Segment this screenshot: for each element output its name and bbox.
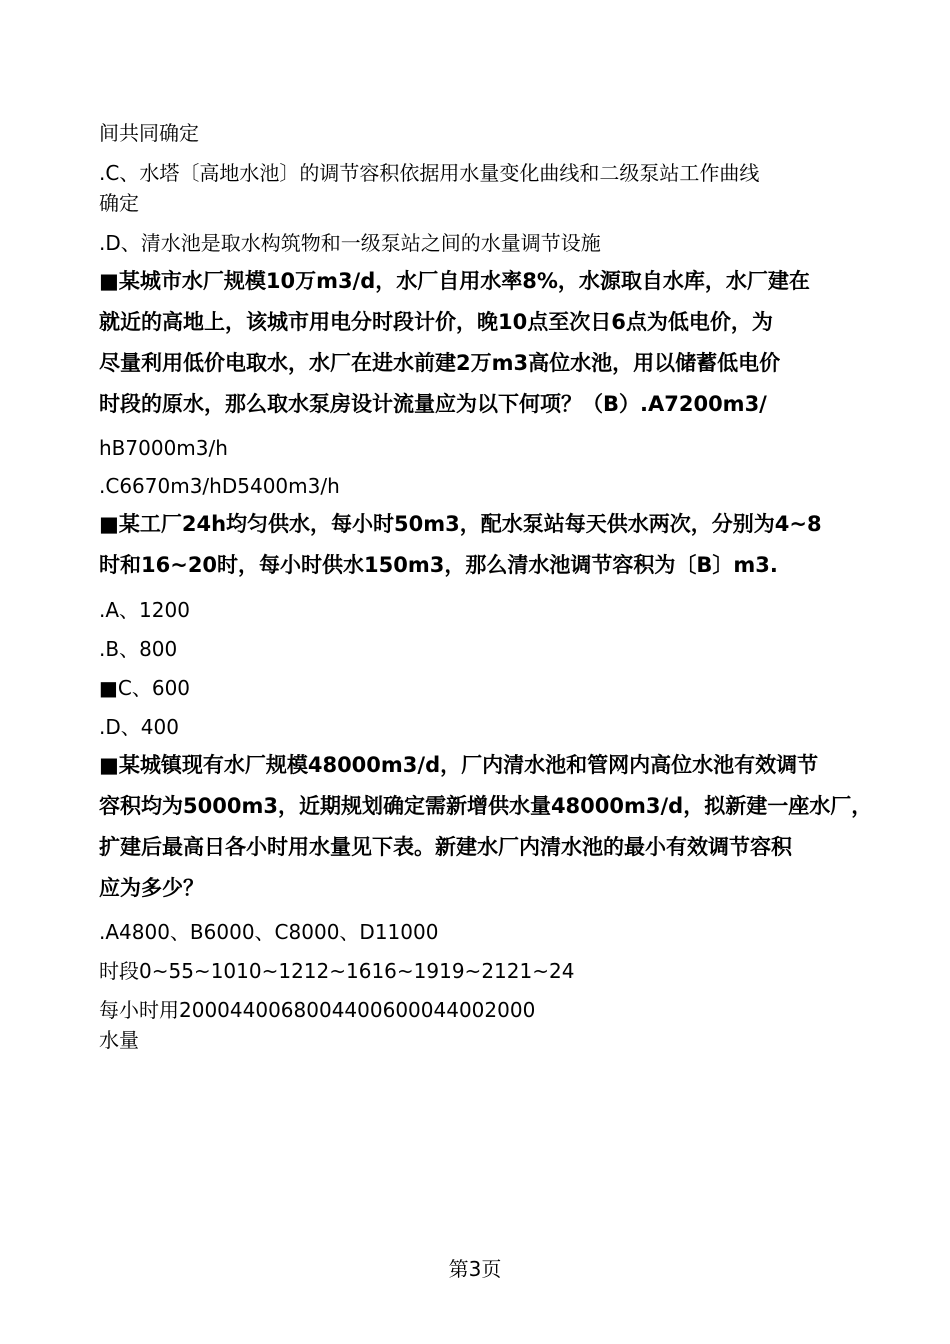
text-line: 时段0~55~1010~1212~1616~1919~2121~24: [99, 959, 575, 983]
text-line: 每小时用2000440068004400600044002000: [99, 998, 536, 1022]
question-line: 应为多少？: [99, 876, 204, 900]
question-line: ■某城镇现有水厂规模48000m3/d，厂内清水池和管网内高位水池有效调节: [99, 753, 819, 777]
option-item: .D、400: [99, 715, 179, 739]
question-1: [99, 261, 869, 425]
option-item: .A、1200: [99, 598, 190, 622]
page-number: 第3页: [448, 1257, 502, 1281]
question-2: [99, 504, 869, 586]
text-line: .D、清水池是取水构筑物和一级泵站之间的水量调节设施: [99, 231, 601, 255]
question-line: ■某城市水厂规模10万m3/d，水厂自用水率8%，水源取自水库，水厂建在: [99, 269, 810, 293]
text-line: 水量: [99, 1028, 139, 1052]
text-line: .C、水塔〔高地水池〕的调节容积依据用水量变化曲线和二级泵站工作曲线: [99, 161, 760, 185]
text-line: 确定: [99, 191, 139, 215]
text-line: .A4800、B6000、C8000、D11000: [99, 920, 439, 944]
document-body: [99, 118, 873, 1055]
text-line: 间共同确定: [99, 121, 199, 145]
question-line: 尽量利用低价电取水，水厂在进水前建2万m3高位水池，用以储蓄低电价: [99, 351, 781, 375]
question-line: 扩建后最高日各小时用水量见下表。新建水厂内清水池的最小有效调节容积: [99, 835, 792, 859]
question-3: [99, 745, 873, 909]
option-item: .B、800: [99, 637, 178, 661]
question-line: 容积均为5000m3，近期规划确定需新增供水量48000m3/d，拟新建一座水厂，: [99, 794, 873, 818]
question-line: 时段的原水，那么取水泵房设计流量应为以下何项？（B）.A7200m3/: [99, 392, 767, 416]
question-line: 就近的高地上，该城市用电分时段计价，晚10点至次日6点为低电价，为: [99, 310, 773, 334]
text-line: hB7000m3/h: [99, 436, 228, 460]
question-line: ■某工厂24h均匀供水，每小时50m3，配水泵站每天供水两次，分别为4~8: [99, 512, 822, 536]
question-line: 时和16~20时，每小时供水150m3，那么清水池调节容积为〔B〕m3.: [99, 553, 778, 577]
option-item: ■C、600: [99, 676, 191, 700]
text-line: .C6670m3/hD5400m3/h: [99, 474, 340, 498]
